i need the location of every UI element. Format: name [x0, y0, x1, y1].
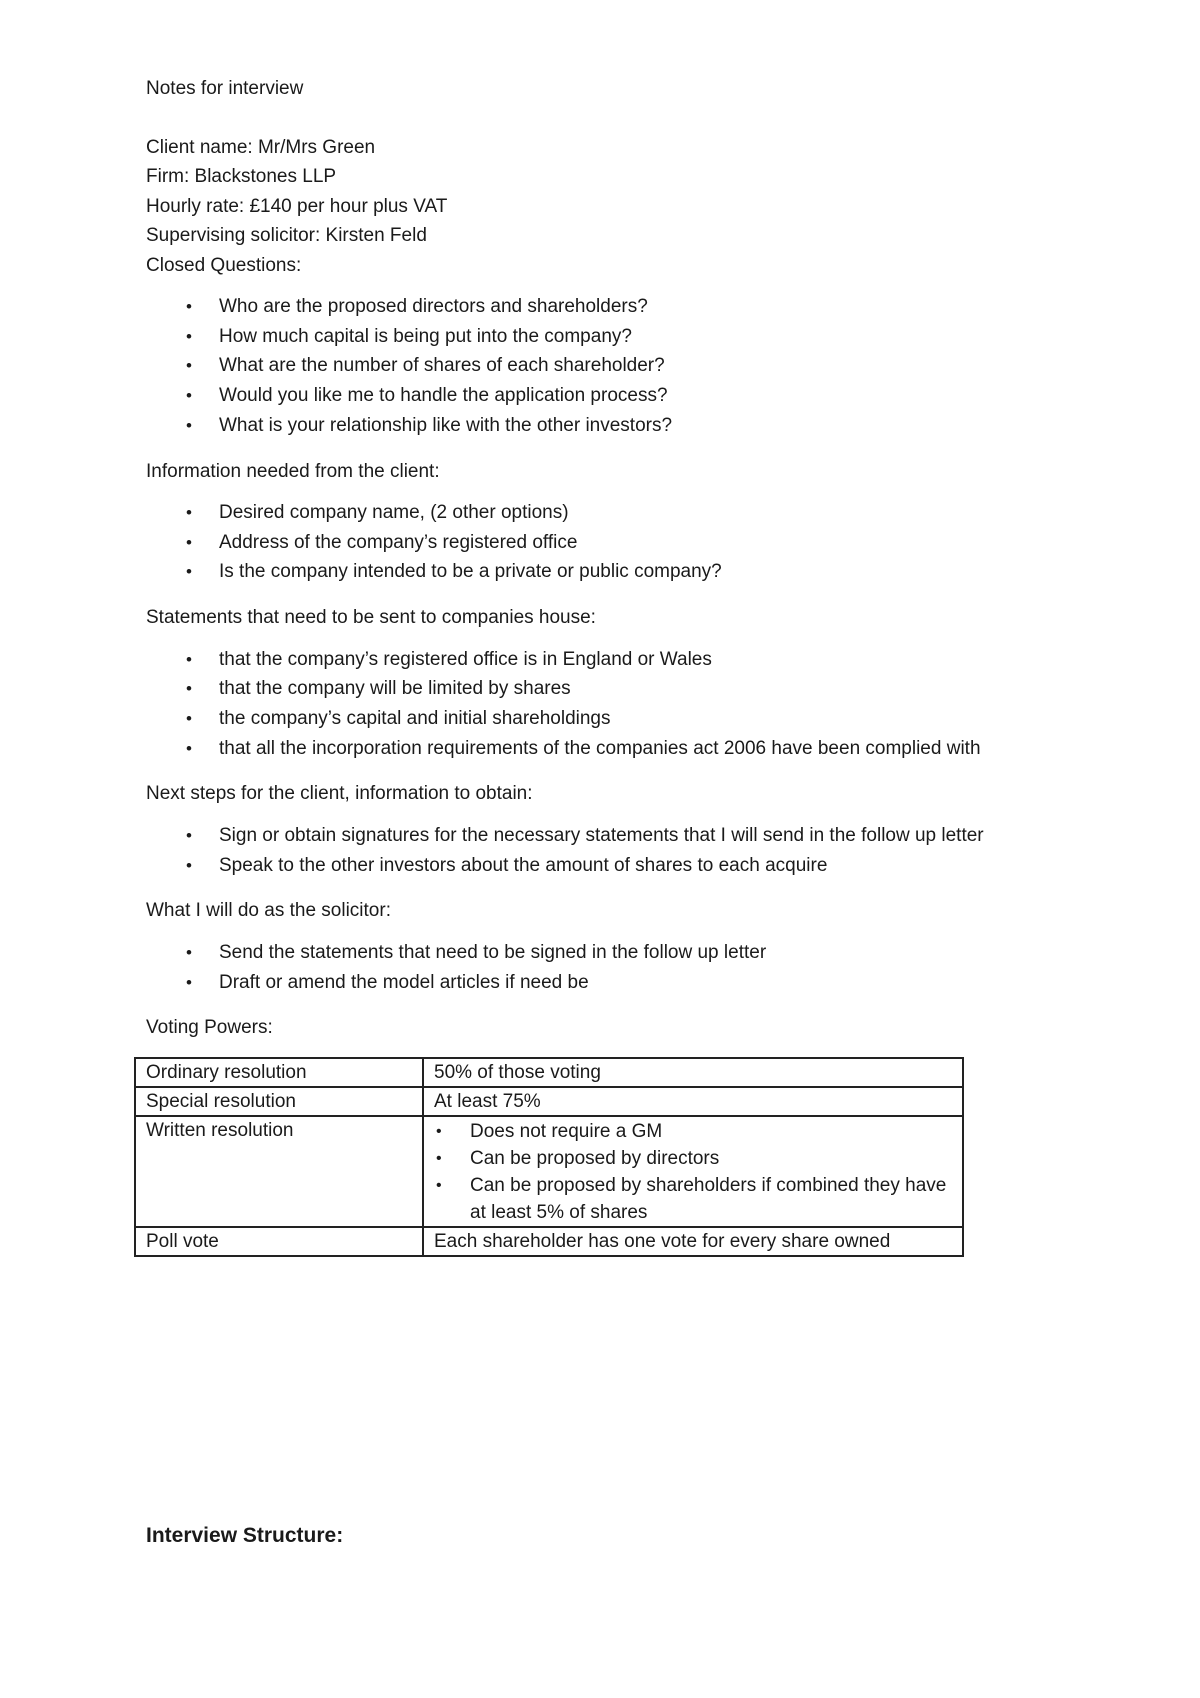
- voting-powers-table: [134, 1057, 964, 1257]
- list-item: • that all the incorporation requirements of the companies act 2006 have been complied with: [146, 734, 1086, 764]
- list-item: • the company’s capital and initial shareholdings: [146, 704, 1086, 734]
- bullet-icon: •: [186, 972, 192, 992]
- list-item: • What are the number of shares of each shareholder?: [146, 351, 1086, 381]
- bullet-icon: •: [436, 1122, 442, 1140]
- list-item: • How much capital is being put into the company?: [146, 322, 1086, 352]
- bullet-icon: •: [186, 562, 192, 582]
- bullet-icon: •: [186, 386, 192, 406]
- bullet-icon: •: [186, 738, 192, 758]
- list-item: • Sign or obtain signatures for the necessary statements that I will send in the follow up letter: [146, 821, 1086, 851]
- spacer: [146, 104, 1086, 133]
- list-item: • Desired company name, (2 other options): [146, 498, 1086, 528]
- voting-heading: Voting Powers:: [146, 1017, 273, 1039]
- resolution-type: Special resolution: [135, 1087, 423, 1116]
- resolution-type: Written resolution: [135, 1116, 423, 1227]
- closed-questions-list: [146, 292, 1086, 441]
- list-item: • Would you like me to handle the application process?: [146, 381, 1086, 411]
- list-item: • Who are the proposed directors and shareholders?: [146, 292, 1086, 322]
- bullet-icon: •: [186, 825, 192, 845]
- bullet-icon: •: [186, 415, 192, 435]
- solicitor-actions-list: [146, 938, 1086, 997]
- bullet-icon: •: [186, 356, 192, 376]
- resolution-type: Poll vote: [135, 1227, 423, 1256]
- bullet-icon: •: [186, 679, 192, 699]
- bullet-icon: •: [186, 942, 192, 962]
- list-item: • Draft or amend the model articles if need be: [146, 968, 1086, 998]
- bullet-icon: •: [186, 649, 192, 669]
- interview-structure-heading: Interview Structure:: [146, 1524, 344, 1547]
- statements-list: [146, 645, 1086, 764]
- bullet-icon: •: [186, 503, 192, 523]
- document-title: Notes for interview: [146, 78, 304, 99]
- written-resolution-list: [434, 1118, 952, 1226]
- list-item: • that the company’s registered office is in England or Wales: [146, 645, 1086, 675]
- list-item: • Can be proposed by directors: [434, 1145, 952, 1172]
- supervising-solicitor: Supervising solicitor: Kirsten Feld: [146, 225, 427, 246]
- bullet-icon: •: [186, 532, 192, 552]
- resolution-detail: At least 75%: [423, 1087, 963, 1116]
- table-row: [135, 1116, 963, 1227]
- bullet-icon: •: [186, 326, 192, 346]
- notes-content: [146, 74, 1086, 1257]
- list-item: • Is the company intended to be a private or public company?: [146, 557, 1086, 587]
- closed-questions-heading: Closed Questions:: [146, 254, 302, 276]
- bullet-icon: •: [186, 297, 192, 316]
- statements-heading: Statements that need to be sent to companies house:: [146, 607, 596, 629]
- resolution-type: Ordinary resolution: [135, 1058, 423, 1087]
- bullet-icon: •: [186, 855, 192, 875]
- firm: Firm: Blackstones LLP: [146, 166, 337, 187]
- info-needed-heading: Information needed from the client:: [146, 460, 440, 482]
- list-item: • Send the statements that need to be signed in the follow up letter: [146, 938, 1086, 968]
- list-item: • What is your relationship like with the other investors?: [146, 411, 1086, 441]
- list-item: • Does not require a GM: [434, 1118, 952, 1145]
- hourly-rate: Hourly rate: £140 per hour plus VAT: [146, 195, 448, 217]
- list-item: • Speak to the other investors about the amount of shares to each acquire: [146, 851, 1086, 881]
- client-name: Client name: Mr/Mrs Green: [146, 136, 376, 158]
- resolution-detail: [423, 1116, 963, 1227]
- resolution-detail: 50% of those voting: [423, 1058, 963, 1087]
- table-row: [135, 1227, 963, 1256]
- bullet-icon: •: [186, 709, 192, 729]
- next-steps-list: [146, 821, 1086, 880]
- info-needed-list: [146, 498, 1086, 587]
- bullet-icon: •: [436, 1149, 442, 1167]
- table-row: [135, 1087, 963, 1116]
- solicitor-actions-heading: What I will do as the solicitor:: [146, 900, 391, 922]
- bullet-icon: •: [436, 1176, 442, 1194]
- resolution-detail: Each shareholder has one vote for every share owned: [423, 1227, 963, 1256]
- list-item: • Address of the company’s registered office: [146, 528, 1086, 558]
- list-item: • that the company will be limited by shares: [146, 674, 1086, 704]
- table-row: [135, 1058, 963, 1087]
- next-steps-heading: Next steps for the client, information to obtain:: [146, 783, 533, 805]
- list-item: • Can be proposed by shareholders if combined they have at least 5% of shares: [434, 1172, 952, 1226]
